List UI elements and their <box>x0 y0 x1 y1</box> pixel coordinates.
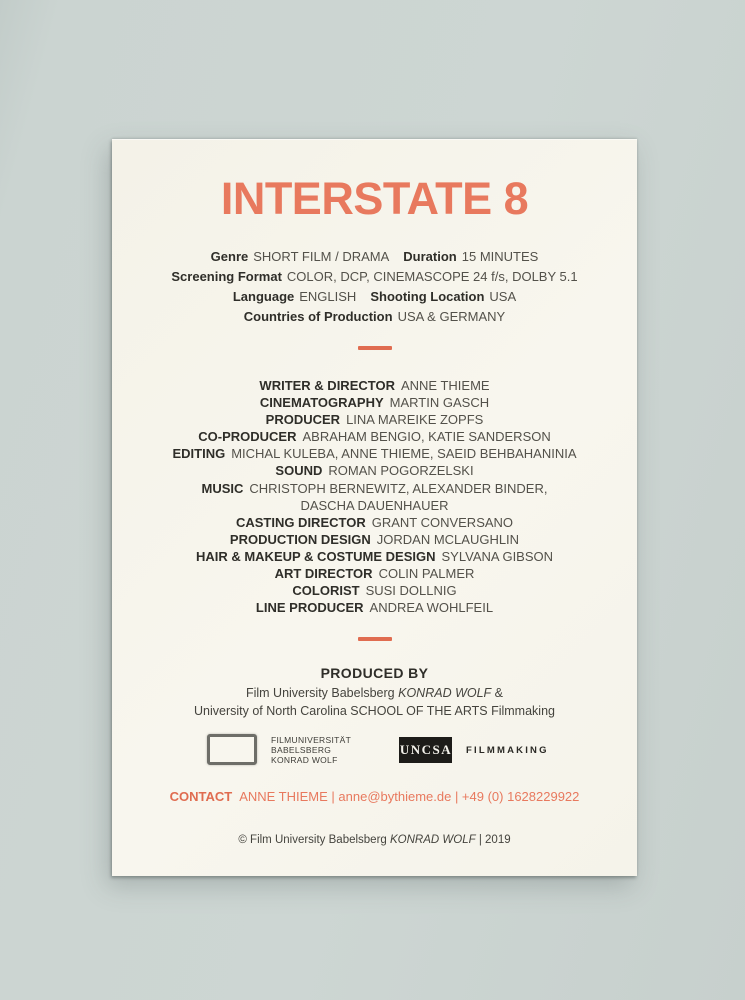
meta-label: Language <box>232 289 295 304</box>
section-divider <box>358 346 392 350</box>
credit-label: CO-PRODUCER <box>198 429 297 445</box>
meta-value: USA <box>489 289 517 304</box>
credit-value: ANDREA WOHLFEIL <box>369 600 494 616</box>
credit-value: COLIN PALMER <box>378 566 475 582</box>
producer-school-1-name: KONRAD WOLF <box>398 686 492 700</box>
credit-value: MARTIN GASCH <box>389 395 490 411</box>
credit-value: GRANT CONVERSANO <box>371 514 514 530</box>
credit-row <box>137 462 612 479</box>
meta-row <box>122 247 627 267</box>
filmuniversitaet-logo-text <box>271 735 351 765</box>
credit-row <box>137 377 612 394</box>
credit-row <box>137 394 612 411</box>
uncsa-filmmaking-logo <box>399 737 549 763</box>
uncsa-filmmaking-label: FILMMAKING <box>466 744 549 756</box>
credit-value: CHRISTOPH BERNEWITZ, ALEXANDER BINDER, <box>249 480 548 496</box>
poster-card <box>112 139 637 876</box>
credits-list <box>137 377 612 616</box>
credit-value: LINA MAREIKE ZOPFS <box>346 412 484 428</box>
meta-row <box>122 287 627 307</box>
credit-value: ROMAN POGORZELSKI <box>328 463 474 479</box>
meta-label: Screening Format <box>171 269 282 284</box>
credit-row <box>137 531 612 548</box>
copyright-school-name: KONRAD WOLF <box>390 834 476 846</box>
produced-by-heading: PRODUCED BY <box>320 665 429 681</box>
credit-row <box>137 428 612 445</box>
credit-value: SYLVANA GIBSON <box>441 548 554 564</box>
credit-label: COLORIST <box>292 583 360 599</box>
credit-label: HAIR & MAKEUP & COSTUME DESIGN <box>195 548 436 564</box>
section-divider <box>358 637 392 641</box>
filmuniversitaet-babelsberg-logo <box>207 734 351 765</box>
credit-value-continuation: DASCHA DAUENHAUER <box>300 497 449 513</box>
credit-row <box>137 445 612 462</box>
meta-value: ENGLISH <box>299 289 357 304</box>
credit-label: CASTING DIRECTOR <box>235 514 366 530</box>
producer-school-1: Film University Babelsberg <box>245 686 395 700</box>
film-meta-block <box>122 247 627 327</box>
credit-value: ABRAHAM BENGIO, KATIE SANDERSON <box>302 429 551 445</box>
credit-label: LINE PRODUCER <box>255 600 364 616</box>
contact-line <box>122 789 627 805</box>
credit-label: PRODUCTION DESIGN <box>229 531 371 547</box>
produced-by-line: University of North Carolina SCHOOL OF THE ARTS Filmmaking <box>194 703 555 718</box>
credit-row <box>137 565 612 582</box>
meta-value: SHORT FILM / DRAMA <box>253 249 390 264</box>
meta-label: Duration <box>403 249 457 264</box>
film-title: INTERSTATE 8 <box>220 173 529 224</box>
meta-value: COLOR, DCP, CINEMASCOPE 24 f/s, DOLBY 5.1 <box>286 269 578 284</box>
credit-label: MUSIC <box>201 480 244 496</box>
credit-row <box>137 582 612 599</box>
credit-row <box>137 514 612 531</box>
credit-label: CINEMATOGRAPHY <box>259 395 384 411</box>
meta-label: Countries of Production <box>243 309 393 324</box>
credit-value: SUSI DOLLNIG <box>365 583 457 599</box>
contact-value: ANNE THIEME | anne@bythieme.de | +49 (0) 1628229922 <box>239 789 580 804</box>
meta-value: USA & GERMANY <box>397 309 506 324</box>
credit-row <box>137 480 612 514</box>
produced-by-line <box>122 685 627 703</box>
credit-row <box>137 411 612 428</box>
copyright-line <box>122 833 627 848</box>
credit-row <box>137 599 612 616</box>
meta-label: Genre <box>210 249 249 264</box>
credit-value: MICHAL KULEBA, ANNE THIEME, SAEID BEHBAHANINIA <box>231 446 577 462</box>
credit-label: EDITING <box>172 446 226 462</box>
producer-ampersand: & <box>494 686 504 700</box>
uncsa-logo-mark: UNCSA <box>399 737 452 763</box>
credit-row <box>137 548 612 565</box>
meta-row <box>122 307 627 327</box>
copyright-prefix: © Film University Babelsberg <box>238 834 387 846</box>
meta-label: Shooting Location <box>370 289 485 304</box>
credit-value: JORDAN MCLAUGHLIN <box>376 531 520 547</box>
credit-label: WRITER & DIRECTOR <box>259 378 395 393</box>
filmuniversitaet-frame-icon <box>207 734 257 765</box>
credit-value: ANNE THIEME <box>400 378 490 393</box>
contact-label: CONTACT <box>169 789 233 804</box>
copyright-year: | 2019 <box>478 834 511 846</box>
credit-label: PRODUCER <box>265 412 341 428</box>
credit-label: SOUND <box>275 463 323 479</box>
meta-row <box>122 267 627 287</box>
filmuniversitaet-line: BABELSBERG <box>271 744 332 755</box>
credit-label: ART DIRECTOR <box>274 566 373 582</box>
filmuniversitaet-line: FILMUNIVERSITÄT <box>271 734 352 745</box>
produced-by-block <box>122 664 627 720</box>
filmuniversitaet-line: KONRAD WOLF <box>271 754 338 765</box>
meta-value: 15 MINUTES <box>461 249 539 264</box>
